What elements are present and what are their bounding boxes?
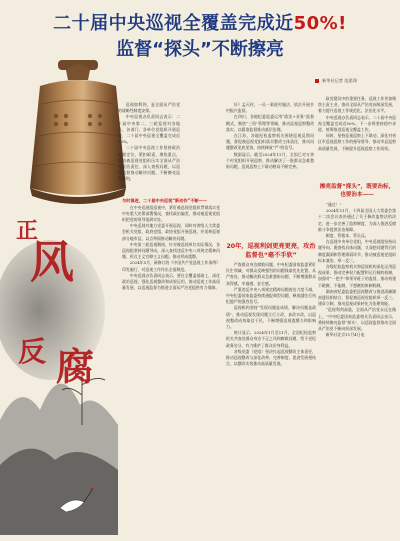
paragraph: 二十届中央巡视工作坚持政治巡视定位，紧扣职责、聚焦重点，推动被巡视党组织压实全面从严治党政治责任，深入查找问题，以巡视监督推动解决问题，不断擦亮巡视利剑。 [118, 145, 180, 182]
art-char-feng: 风 [30, 237, 74, 288]
headline [0, 12, 400, 62]
byline-text: 新华社记者 范思翔 [322, 78, 357, 83]
paragraph: 巡视如利剑，是全面从严治党的战略性制度安排。 [118, 102, 180, 114]
subheading-2: 擦亮监督“探头”，既要治标，也要治本—— [319, 184, 395, 198]
paragraph: 严重违反中央八项规定精神问题查处力度不减，中央纪委国家监委持续通报典型问题，释放越往后执纪越严的强烈信号。 [226, 286, 316, 305]
paragraph: 新华社北京11月4日电 [325, 332, 365, 338]
paragraph: 中央巡视对地方党委开展巡视，同时对省级人大常委会机关党组、政府党组、政协党组开展巡视，并延伸巡视部分地市县，以点带面推动解决问题。 [122, 223, 220, 241]
paragraph: 好》孟灭村，一员一案进村施法，依法开展乡村振兴监督。 [226, 102, 314, 114]
subheading-1: 20年，巡视利剑更亮更亮，攻治监督也“毫不手软” [226, 243, 316, 259]
paragraph: 中央巡视办负责同志表示：二十届中央第二、三轮巡视对各地区、各部门、各单位党组织开展巡视，二十届中央巡视全覆盖完成近50%。 [118, 114, 180, 145]
column-6 [318, 202, 396, 536]
art-char-fan: 反 [18, 335, 47, 368]
byline-square-icon [315, 79, 319, 83]
paragraph: 政党建设中的重要任务，巡视工作更加聚焦主责主业，推动全面从严治党向纵深发展，着力提升巡视工作规范化、法治化水平。 [318, 96, 396, 114]
paragraph: 严查群众身边腐败问题，中央纪委国家监委紧盯民生领域，对群众反映强烈的问题线索优先处置、从严查处，推动解决群众急难愁盼问题，不断增强群众获得感、幸福感、安全感。 [226, 262, 316, 286]
art-char-fu: 腐 [56, 344, 95, 389]
paragraph: 在四川，各地纪委监委运用“政治+业务”监督模式，聚焦“三资”管理等领域，推动巡视巡察整改落实，以精准监督推动基层治理。 [226, 114, 314, 132]
paragraph: “巡视利剑高悬，全面从严治党永远在路上。”中央纪委国家监委相关负责同志表示，将持续擦亮监督“探头”，以巡视监督推动全面从严治党不断向纵深发展。 [318, 307, 396, 332]
headline-line2: 监督“探头”不断擦亮 [116, 39, 284, 60]
paragraph: 各级纪检监察机关和巡视机构深化运用巡视成果，推动完善权力配置和运行制约机制，加强对“一把手”和领导班子的监督，推动构建不敢腐、不能腐、不想腐的体制机制。 [318, 264, 396, 288]
paragraph: 在中央巡视组巡视中，紧盯被巡视党组织贯彻落实党中央重大决策部署情况，查找政治偏差，推动被巡视党组织把党的领导落到实处。 [122, 204, 220, 222]
column-2 [122, 198, 220, 538]
paragraph: 湖南省纪委监委把巡视整改与推进清廉湖南建设相结合，督促被巡视党组织举一反三、建章立制，推动巡视成果转化为治理效能。 [318, 288, 396, 307]
paragraph: 巡视机构坚持“发现问题是成绩、解决问题是政绩”，推动巡视发现问题立行立改、真改实改，以巡视整改成效取信于民，不断增强巡视震慑力和影响力。 [226, 305, 316, 330]
headline-percent: 50%! [293, 13, 347, 34]
column-5 [318, 96, 396, 180]
paragraph: 同时，坚持巡视巡察上下联动，深化对省区市巡视巡察工作的指导督导，推动市县巡察高质量发展，不断提升巡视巡察工作质效。 [318, 133, 396, 151]
paragraph: 在江苏，各地纪检监察机关围绕巡视反馈问题，督促被巡视党组织落实整改主体责任，推动问题整改见底见效，持续释放“严”的信号。 [226, 133, 314, 151]
art-char-zheng: 正 [16, 218, 39, 244]
column-4 [226, 262, 316, 537]
section-heading: 与时俱进，二十届中央巡视“新动作”不断—— [122, 198, 208, 203]
paragraph: 统计显示，2024年1月至11月，全国纪检监察机关共查处群众身边不正之风和腐败问题，给予党纪政务处分，有力维护了群众切身利益。 [226, 330, 316, 348]
paragraph: 制度，管根本、管长远。 [325, 233, 369, 239]
paragraph: 中央巡视办负责同志表示，二十届中央巡视全覆盖完成近50%，下一步将坚持稳中求进，统筹推进巡视全覆盖工作。 [318, 114, 396, 133]
column-3 [226, 102, 314, 240]
headline-line1-text: 二十届中央巡视全覆盖完成近 [53, 13, 294, 34]
byline [315, 78, 395, 84]
column-1 [118, 102, 180, 192]
paragraph: 中央第三轮巡视期间，针对被巡视单位实际情况，各巡视组坚持问题导向，深入查找违反中央八项规定精神问题、形式主义官僚主义问题，推动形成震慑。 [122, 241, 220, 260]
paragraph: 在巡视中央单位党组，中央巡视组坚持问题导向，既查找具体问题，又深挖问题背后的制度漏洞和管理薄弱环节，推动被巡视党组织标本兼治、举一反三。 [318, 239, 396, 263]
paragraph: 2024年5月，新修订的《中国共产党巡视工作条例》印发施行，对巡视工作作出全面规范。 [122, 260, 220, 272]
paragraph: 各级党委（党组）坚决扛起巡视整改主体责任，推动巡视整改与深化改革、完善制度、促进发展相结合，以整改实效推动高质量发展。 [226, 348, 316, 367]
paragraph: “通过！” [325, 202, 342, 207]
headline-line1 [0, 12, 400, 36]
paragraph: 数据显示，截至2024年11月，全国已对万余个村党组织开展巡察，推动解决了一批群众急难愁盼问题，巡视巡察上下联动格局不断完善。 [226, 151, 314, 170]
paragraph: 中央巡视办负责同志表示，要在全覆盖基础上，深化政治巡视，强化巡视整改和成果运用，推动巡视工作高质量发展，以巡视监督为推进全面从严治党提供有力保障。 [122, 272, 220, 291]
paragraph: 2024年11月，十四届全国人大常委会第十二次会议表决通过了关于修改监察法的决定，进一步完善了监察制度，为深入推进反腐败斗争提供法治保障。 [318, 208, 396, 232]
